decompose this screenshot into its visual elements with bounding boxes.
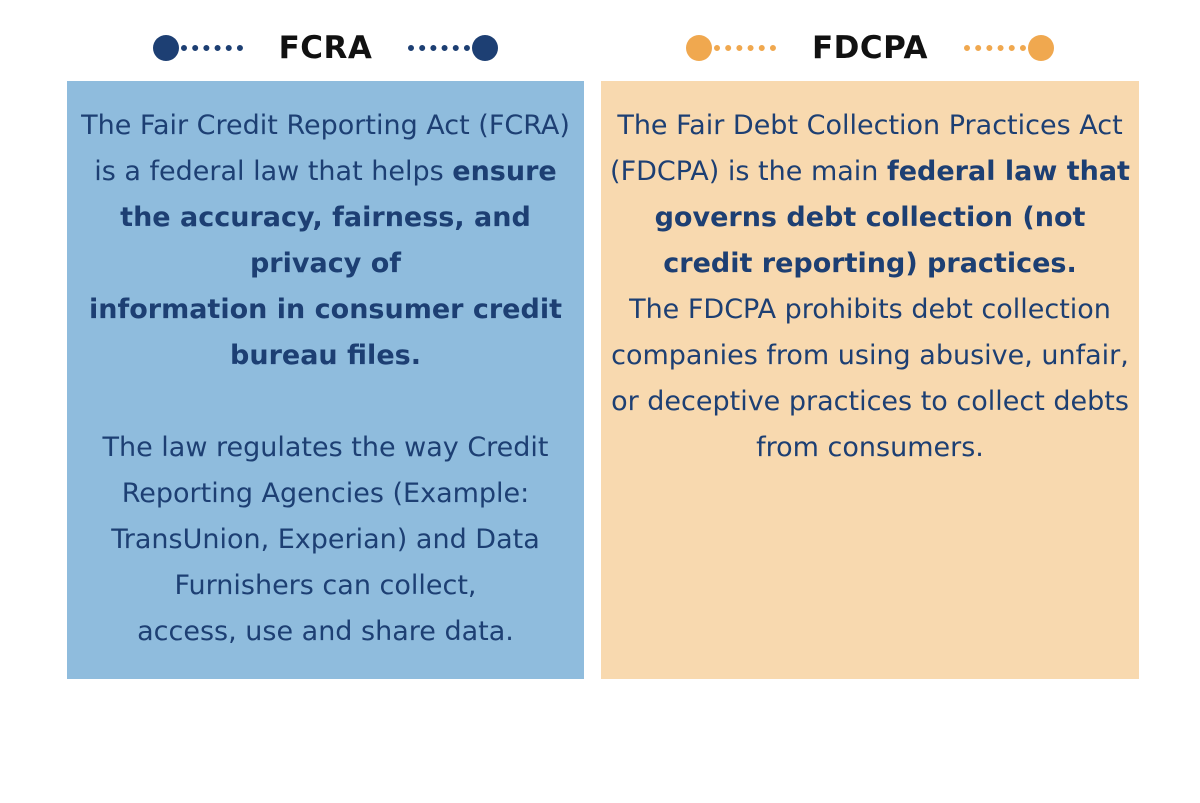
fcra-right-dot-icon: [472, 35, 498, 61]
fdcpa-paragraph: [609, 103, 1131, 471]
fcra-left-dotted-line: [181, 45, 243, 51]
fcra-intro-text: The Fair Credit Reporting Act (FCRA) is a federal law that helps: [81, 110, 570, 187]
fcra-right-connector: [406, 35, 498, 61]
fdcpa-intro-text: The Fair Debt Collection Practices Act (FDCPA) is the main: [610, 110, 1123, 187]
fcra-title: FCRA: [278, 30, 373, 66]
fcra-left-connector: [153, 35, 245, 61]
fcra-paragraph-1: [75, 103, 576, 379]
fdcpa-header: [601, 18, 1139, 78]
fdcpa-panel: [601, 81, 1139, 679]
fcra-bold-text-a: ensure the accuracy, fairness, and privacy of: [120, 156, 557, 279]
fdcpa-right-dot-icon: [1028, 35, 1054, 61]
fcra-regulation-text: The law regulates the way Credit Reporting Agencies (Example: TransUnion, Experian) and Data Furnishers can collect,: [102, 432, 549, 601]
fdcpa-right-dotted-line: [964, 45, 1026, 51]
fdcpa-left-dot-icon: [686, 35, 712, 61]
fcra-panel: [67, 81, 584, 679]
fcra-left-dot-icon: [153, 35, 179, 61]
fcra-right-dotted-line: [408, 45, 470, 51]
fcra-header: [67, 18, 584, 78]
fdcpa-title: FDCPA: [811, 30, 929, 66]
fdcpa-prohibition-text: The FDCPA prohibits debt collection companies from using abusive, unfair, or deceptive practices to collect debts from consumers.: [611, 294, 1129, 463]
fcra-paragraph-spacer: [75, 379, 576, 425]
fdcpa-left-connector: [686, 35, 778, 61]
fdcpa-left-dotted-line: [714, 45, 776, 51]
fcra-regulation-text-end: access, use and share data.: [137, 616, 514, 647]
fdcpa-right-connector: [962, 35, 1054, 61]
fdcpa-bold-text: federal law that governs debt collection (not credit reporting) practices.: [654, 156, 1130, 279]
fcra-bold-text-b: information in consumer credit bureau files.: [88, 294, 562, 371]
fcra-paragraph-2: [75, 425, 576, 655]
